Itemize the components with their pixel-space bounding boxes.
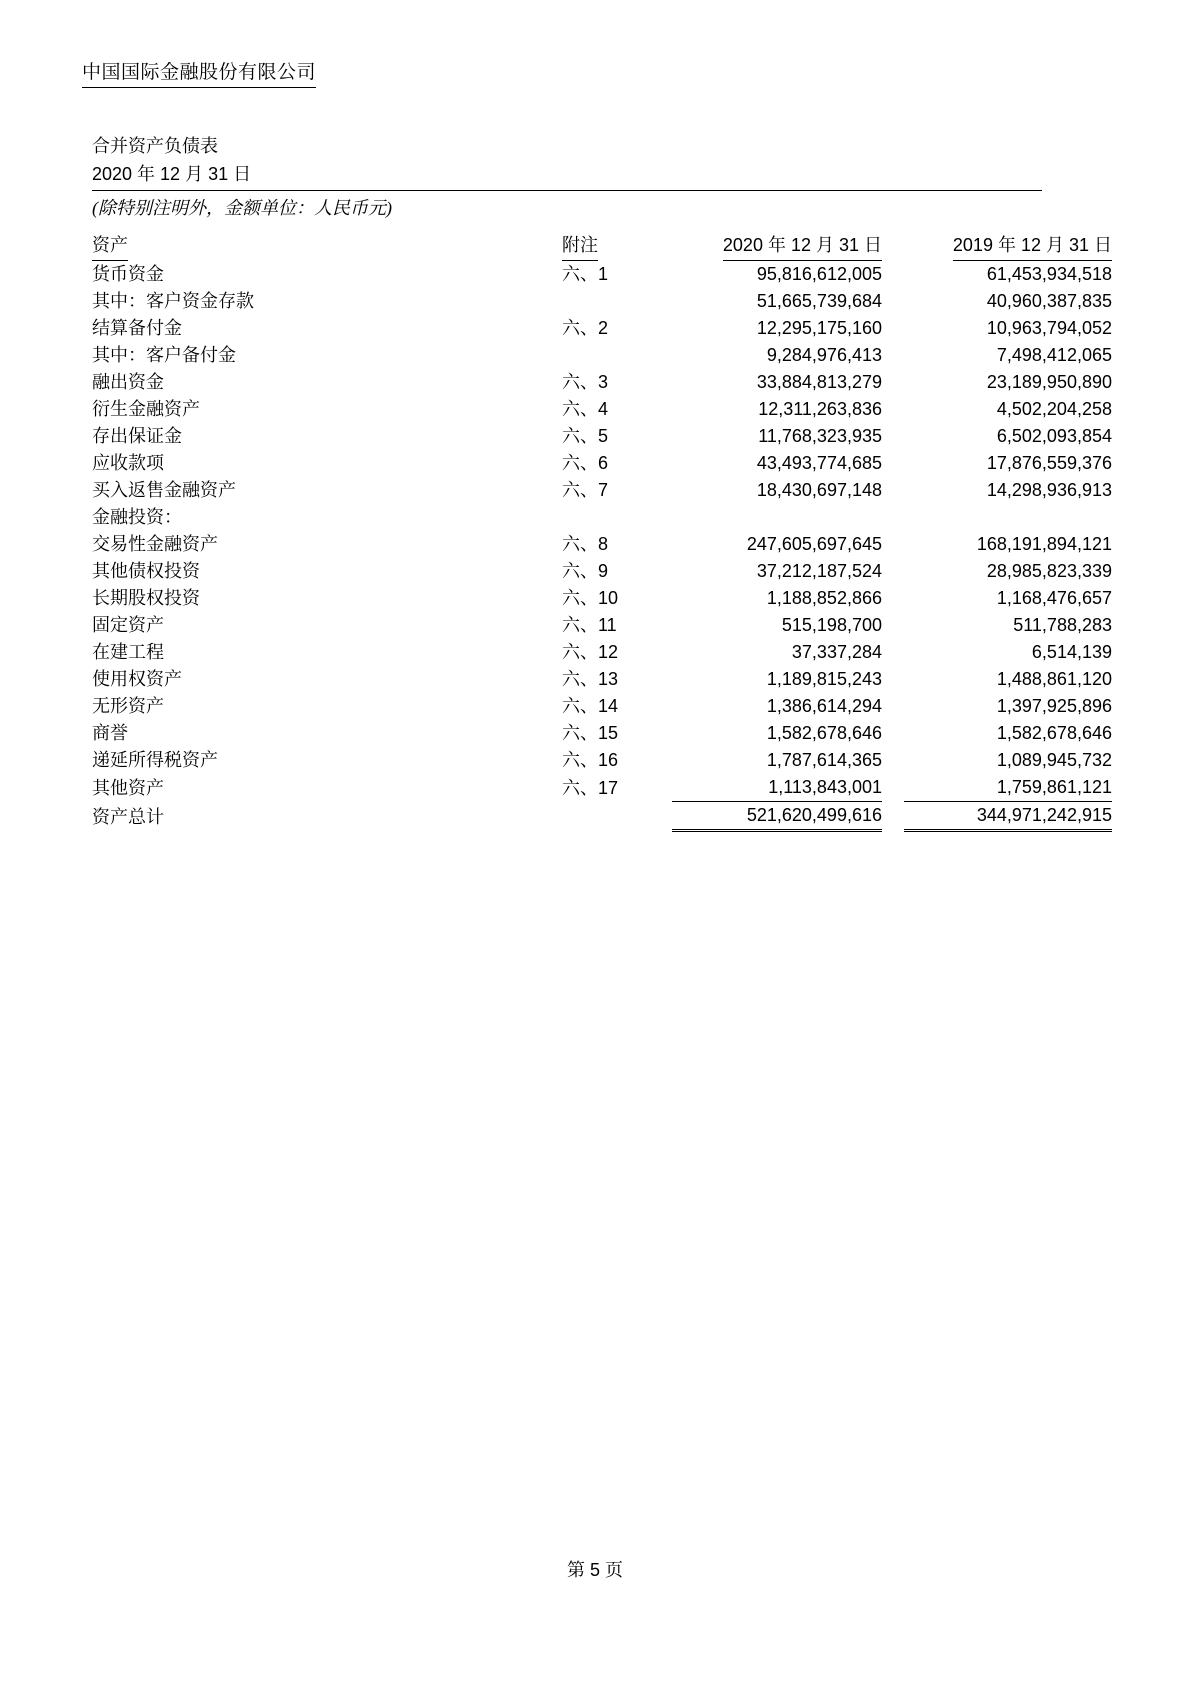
row-value-prior-year: 511,788,283: [1013, 615, 1112, 635]
row-value-current-year: 12,295,175,160: [756, 318, 882, 338]
row-value-current-year: [672, 504, 882, 531]
table-row: [92, 261, 1112, 288]
statement-date: 2020 年 12 月 31 日: [92, 161, 1042, 191]
column-header-label: [92, 232, 562, 261]
row-value-prior-year: 1,089,945,732: [996, 750, 1112, 770]
row-value-current-year: 18,430,697,148: [756, 480, 882, 500]
table-row: [92, 342, 1112, 369]
row-note-reference: 六、16: [562, 750, 619, 770]
total-value-current-year: 521,620,499,616: [672, 802, 882, 831]
statement-title: 合并资产负债表: [92, 136, 218, 156]
row-value-prior-year: 1,759,861,121: [996, 777, 1112, 797]
row-label: 固定资产: [92, 615, 164, 635]
row-value-current-year: 1,582,678,646: [766, 723, 882, 743]
row-gap: [882, 774, 904, 802]
column-header-current-year: [672, 232, 882, 261]
row-note-reference: 六、14: [562, 696, 619, 716]
row-gap: [882, 720, 904, 747]
row-note-reference: 六、1: [562, 264, 609, 284]
row-gap: [882, 531, 904, 558]
total-note-reference: [562, 802, 672, 831]
row-value-current-year: 37,212,187,524: [756, 561, 882, 581]
column-header-note-text: 附注: [562, 232, 598, 261]
row-label: 货币资金: [92, 264, 164, 284]
table-row: [92, 396, 1112, 423]
column-header-label-text: 资产: [92, 232, 128, 261]
table-row: [92, 369, 1112, 396]
row-label: 金融投资：: [92, 507, 182, 527]
row-value-current-year: 9,284,976,413: [766, 345, 882, 365]
row-note-reference: 六、13: [562, 669, 619, 689]
column-header-gap: [882, 232, 904, 261]
row-gap: [882, 288, 904, 315]
row-label: 买入返售金融资产: [92, 480, 236, 500]
row-gap: [882, 504, 904, 531]
row-note-reference: 六、11: [562, 615, 617, 635]
row-gap: [882, 477, 904, 504]
unit-note: (除特别注明外，金额单位：人民币元): [92, 197, 392, 218]
row-value-current-year: 1,189,815,243: [766, 669, 882, 689]
row-value-current-year: 33,884,813,279: [756, 372, 882, 392]
row-note-reference: 六、5: [562, 426, 609, 446]
row-value-prior-year: 1,582,678,646: [996, 723, 1112, 743]
row-note-reference: [562, 288, 672, 315]
row-value-current-year: 1,113,843,001: [768, 777, 882, 797]
row-label: 无形资产: [92, 696, 164, 716]
row-value-prior-year: 17,876,559,376: [986, 453, 1112, 473]
table-row: [92, 585, 1112, 612]
row-label: 商誉: [92, 723, 128, 743]
row-label: 其他资产: [92, 777, 164, 798]
table-total-row: [92, 802, 1112, 831]
table-row: [92, 558, 1112, 585]
row-label: 衍生金融资产: [92, 399, 200, 419]
row-gap: [882, 639, 904, 666]
row-note-reference: 六、17: [562, 777, 619, 798]
row-gap: [882, 450, 904, 477]
row-note-reference: 六、4: [562, 399, 609, 419]
table-row: [92, 531, 1112, 558]
row-value-prior-year: 14,298,936,913: [986, 480, 1112, 500]
column-header-note: [562, 232, 672, 261]
table-body: [92, 261, 1112, 831]
table-row: [92, 720, 1112, 747]
row-value-current-year: 95,816,612,005: [756, 264, 882, 284]
row-note-reference: 六、10: [562, 588, 619, 608]
row-value-current-year: 12,311,263,836: [758, 399, 882, 419]
row-note-reference: 六、12: [562, 642, 619, 662]
total-label: 资产总计: [92, 806, 164, 827]
row-value-prior-year: 23,189,950,890: [986, 372, 1112, 392]
row-gap: [882, 558, 904, 585]
total-value-prior-year: 344,971,242,915: [904, 802, 1112, 831]
row-value-prior-year: 61,453,934,518: [986, 264, 1112, 284]
row-note-reference: [562, 504, 672, 531]
row-gap: [882, 666, 904, 693]
row-value-prior-year: 40,960,387,835: [986, 291, 1112, 311]
table-row: [92, 450, 1112, 477]
table-row: [92, 477, 1112, 504]
row-gap: [882, 585, 904, 612]
row-value-prior-year: [904, 504, 1112, 531]
row-label: 融出资金: [92, 372, 164, 392]
row-gap: [882, 369, 904, 396]
table-header-row: [92, 232, 1112, 261]
table-row: [92, 315, 1112, 342]
row-gap: [882, 693, 904, 720]
company-name: 中国国际金融股份有限公司: [82, 62, 316, 88]
row-note-reference: [562, 342, 672, 369]
row-value-current-year: 247,605,697,645: [746, 534, 882, 554]
row-value-prior-year: 168,191,894,121: [976, 534, 1112, 554]
table-row: [92, 423, 1112, 450]
row-value-prior-year: 10,963,794,052: [986, 318, 1112, 338]
table-row: [92, 693, 1112, 720]
table-row: [92, 666, 1112, 693]
table-row: [92, 504, 1112, 531]
row-value-current-year: 11,768,323,935: [758, 426, 882, 446]
table-row: [92, 747, 1112, 774]
row-value-current-year: 51,665,739,684: [756, 291, 882, 311]
row-note-reference: 六、7: [562, 480, 609, 500]
row-label: 应收款项: [92, 453, 164, 473]
row-label: 存出保证金: [92, 426, 182, 446]
row-label: 递延所得税资产: [92, 750, 218, 770]
row-value-prior-year: 7,498,412,065: [996, 345, 1112, 365]
row-note-reference: 六、8: [562, 534, 609, 554]
row-value-prior-year: 1,168,476,657: [996, 588, 1112, 608]
column-header-current-year-text: 2020 年 12 月 31 日: [723, 232, 882, 261]
row-gap: [882, 261, 904, 288]
row-gap: [882, 342, 904, 369]
table-row: [92, 612, 1112, 639]
row-note-reference: 六、6: [562, 453, 609, 473]
statement-header: [92, 133, 1042, 223]
page-footer: 第 5 页: [566, 1560, 623, 1580]
row-note-reference: 六、15: [562, 723, 619, 743]
row-value-current-year: 515,198,700: [781, 615, 882, 635]
row-label: 长期股权投资: [92, 588, 200, 608]
row-label: 在建工程: [92, 642, 164, 662]
row-value-prior-year: 1,488,861,120: [996, 669, 1112, 689]
row-gap: [882, 315, 904, 342]
row-note-reference: 六、9: [562, 561, 609, 581]
row-label: 其中：客户资金存款: [92, 291, 254, 311]
row-gap: [882, 612, 904, 639]
row-label: 结算备付金: [92, 318, 182, 338]
row-value-current-year: 1,188,852,866: [766, 588, 882, 608]
row-label: 其中：客户备付金: [92, 345, 236, 365]
row-gap: [882, 747, 904, 774]
row-value-current-year: 43,493,774,685: [756, 453, 882, 473]
row-note-reference: 六、3: [562, 372, 609, 392]
table-row: [92, 774, 1112, 802]
column-header-prior-year: [904, 232, 1112, 261]
row-value-prior-year: 6,502,093,854: [996, 426, 1112, 446]
row-value-current-year: 1,787,614,365: [766, 750, 882, 770]
row-gap: [882, 423, 904, 450]
row-label: 其他债权投资: [92, 561, 200, 581]
row-value-current-year: 37,337,284: [791, 642, 882, 662]
row-value-current-year: 1,386,614,294: [766, 696, 882, 716]
row-label: 使用权资产: [92, 669, 182, 689]
row-value-prior-year: 28,985,823,339: [986, 561, 1112, 581]
row-value-prior-year: 4,502,204,258: [996, 399, 1112, 419]
row-gap: [882, 396, 904, 423]
table-row: [92, 639, 1112, 666]
row-value-prior-year: 6,514,139: [1031, 642, 1112, 662]
column-header-prior-year-text: 2019 年 12 月 31 日: [953, 232, 1112, 261]
row-label: 交易性金融资产: [92, 534, 218, 554]
balance-sheet-table: [92, 232, 1112, 832]
table-row: [92, 288, 1112, 315]
total-gap: [882, 802, 904, 831]
row-note-reference: 六、2: [562, 318, 609, 338]
row-value-prior-year: 1,397,925,896: [996, 696, 1112, 716]
